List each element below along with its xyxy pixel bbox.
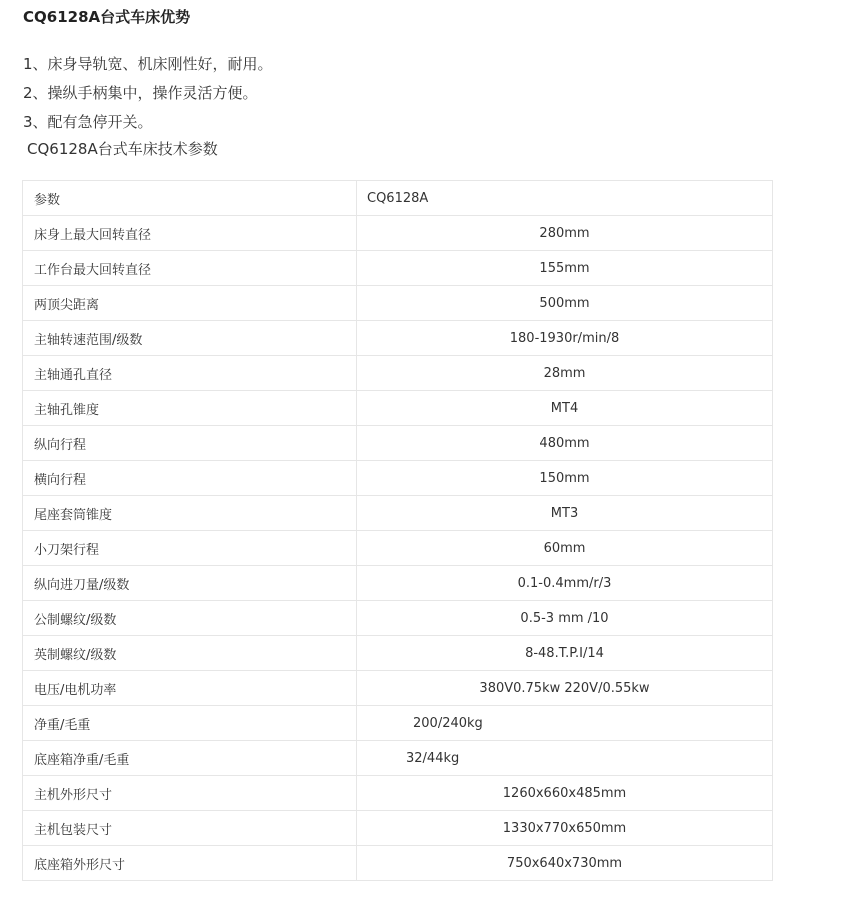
table-row [23,601,773,636]
param-value: MT3 [357,496,773,531]
param-value: 0.5-3 mm /10 [357,601,773,636]
param-name: 主轴孔锥度 [23,391,357,426]
param-name: 主机包装尺寸 [23,811,357,846]
table-row [23,216,773,251]
param-name: 工作台最大回转直径 [23,251,357,286]
table-row [23,846,773,881]
advantages-list [23,50,273,137]
param-value: MT4 [357,391,773,426]
table-row [23,356,773,391]
param-name: 横向行程 [23,461,357,496]
advantage-item: 2、操纵手柄集中，操作灵活方便。 [23,84,258,102]
table-row [23,671,773,706]
table-row [23,391,773,426]
param-value: 150mm [357,461,773,496]
table-row [23,741,773,776]
table-row [23,496,773,531]
table-row [23,566,773,601]
param-value: 180-1930r/min/8 [357,321,773,356]
table-row [23,321,773,356]
spec-table [22,180,773,881]
header-model-cell: CQ6128A [357,181,773,216]
param-name: 底座箱外形尺寸 [23,846,357,881]
param-name: 英制螺纹/级数 [23,636,357,671]
param-value: 1330x770x650mm [357,811,773,846]
param-value: 480mm [357,426,773,461]
table-row [23,706,773,741]
param-value: 32/44kg [357,741,773,776]
table-row [23,811,773,846]
param-name: 主轴通孔直径 [23,356,357,391]
spec-heading: CQ6128A台式车床技术参数 [27,140,218,158]
advantage-item: 3、配有急停开关。 [23,113,153,131]
param-value: 500mm [357,286,773,321]
param-value: 8-48.T.P.I/14 [357,636,773,671]
table-row [23,286,773,321]
param-value: 0.1-0.4mm/r/3 [357,566,773,601]
param-value: 750x640x730mm [357,846,773,881]
param-value: 60mm [357,531,773,566]
param-name: 小刀架行程 [23,531,357,566]
header-param-cell: 参数 [23,181,357,216]
advantage-item: 1、床身导轨宽、机床刚性好，耐用。 [23,55,273,73]
page-title: CQ6128A台式车床优势 [23,8,191,26]
param-name: 电压/电机功率 [23,671,357,706]
table-row [23,251,773,286]
param-value: 1260x660x485mm [357,776,773,811]
param-value: 280mm [357,216,773,251]
table-row [23,776,773,811]
param-name: 公制螺纹/级数 [23,601,357,636]
param-name: 底座箱净重/毛重 [23,741,357,776]
param-name: 纵向进刀量/级数 [23,566,357,601]
table-row [23,636,773,671]
table-row [23,461,773,496]
table-header-row [23,181,773,216]
param-name: 纵向行程 [23,426,357,461]
param-value: 28mm [357,356,773,391]
param-name: 主轴转速范围/级数 [23,321,357,356]
param-value: 380V0.75kw 220V/0.55kw [357,671,773,706]
param-value: 200/240kg [357,706,773,741]
param-name: 尾座套筒锥度 [23,496,357,531]
param-name: 净重/毛重 [23,706,357,741]
param-value: 155mm [357,251,773,286]
table-row [23,531,773,566]
param-name: 主机外形尺寸 [23,776,357,811]
param-name: 两顶尖距离 [23,286,357,321]
table-row [23,426,773,461]
param-name: 床身上最大回转直径 [23,216,357,251]
